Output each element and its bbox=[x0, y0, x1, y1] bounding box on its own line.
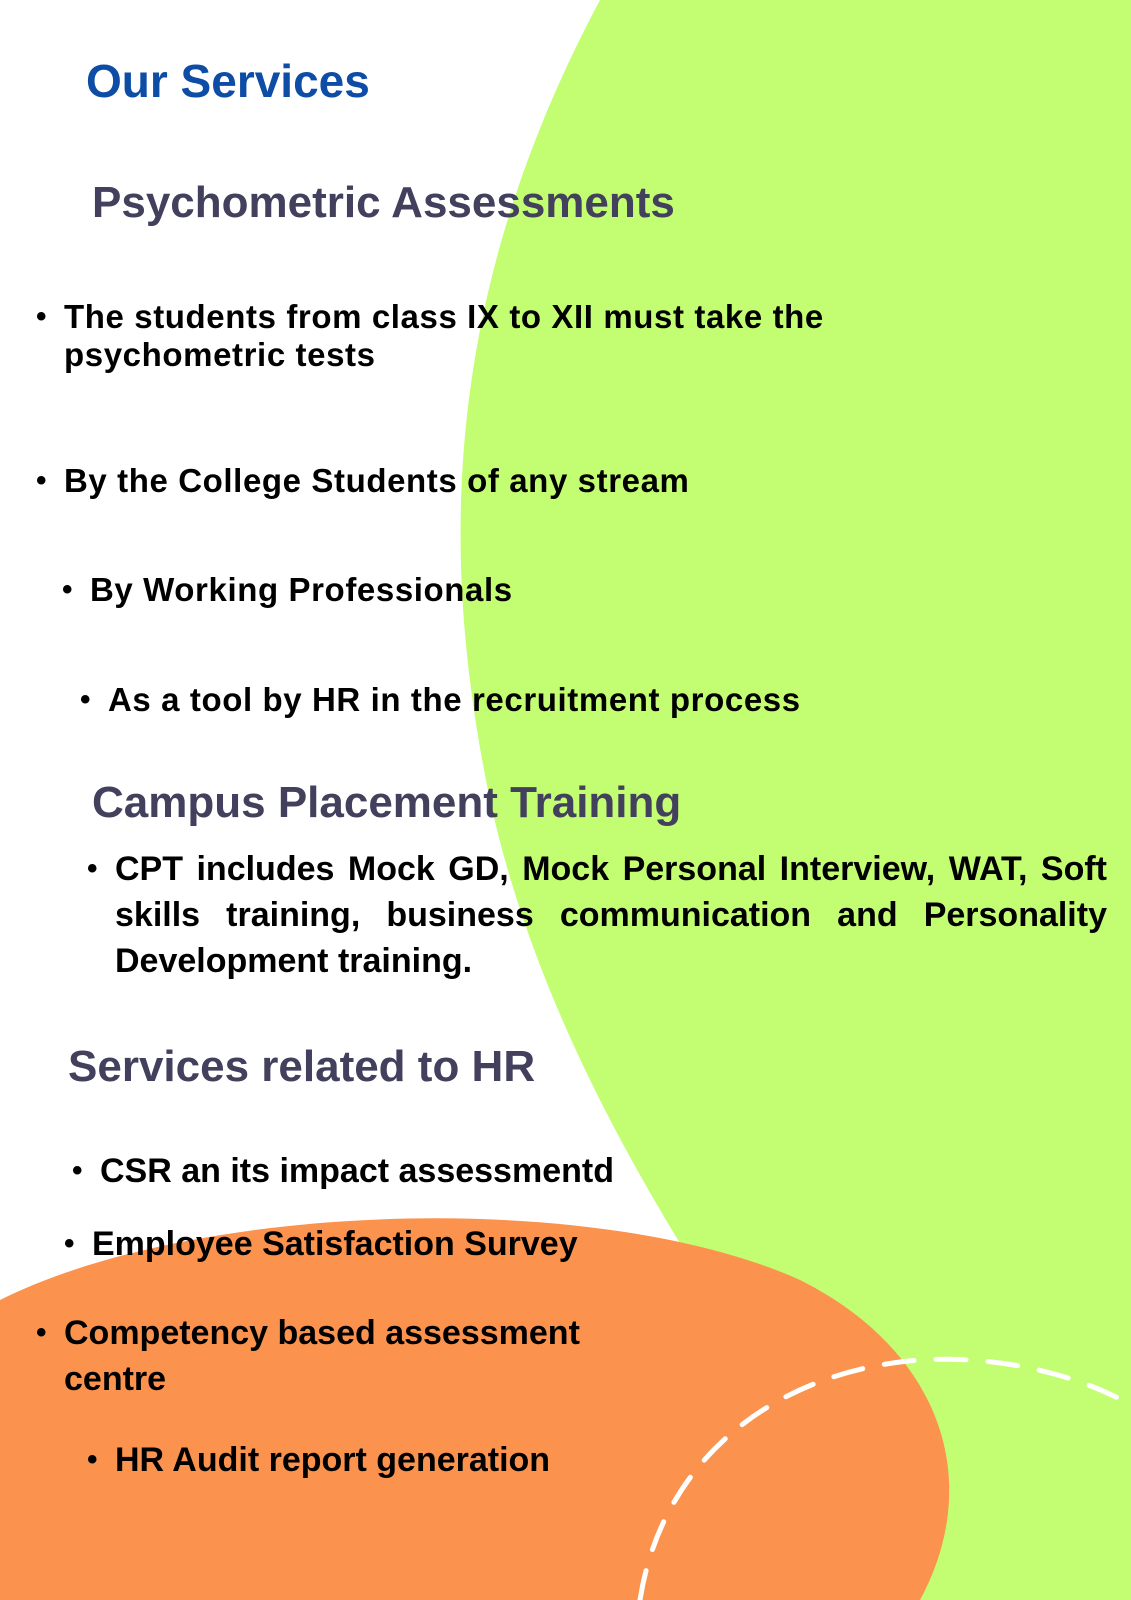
page-title: Our Services bbox=[86, 55, 370, 107]
list-item: • Competency based assessment centre bbox=[64, 1310, 624, 1402]
list-item: • Employee Satisfaction Survey bbox=[92, 1221, 792, 1267]
list-item: • By Working Professionals bbox=[90, 571, 990, 609]
list-item: • As a tool by HR in the recruitment process bbox=[108, 681, 1008, 719]
section-heading-psychometric: Psychometric Assessments bbox=[92, 178, 675, 227]
list-item: • HR Audit report generation bbox=[115, 1437, 815, 1483]
section-heading-campus: Campus Placement Training bbox=[92, 778, 682, 827]
list-item: • The students from class IX to XII must take the psychometric tests bbox=[64, 298, 964, 374]
list-item: • CSR an its impact assessmentd bbox=[100, 1148, 800, 1194]
list-item: • By the College Students of any stream bbox=[64, 462, 964, 500]
section-heading-hr: Services related to HR bbox=[68, 1042, 536, 1091]
list-item: • CPT includes Mock GD, Mock Personal Interview, WAT, Soft skills training, business communication and Personality Development training. bbox=[115, 846, 1107, 984]
